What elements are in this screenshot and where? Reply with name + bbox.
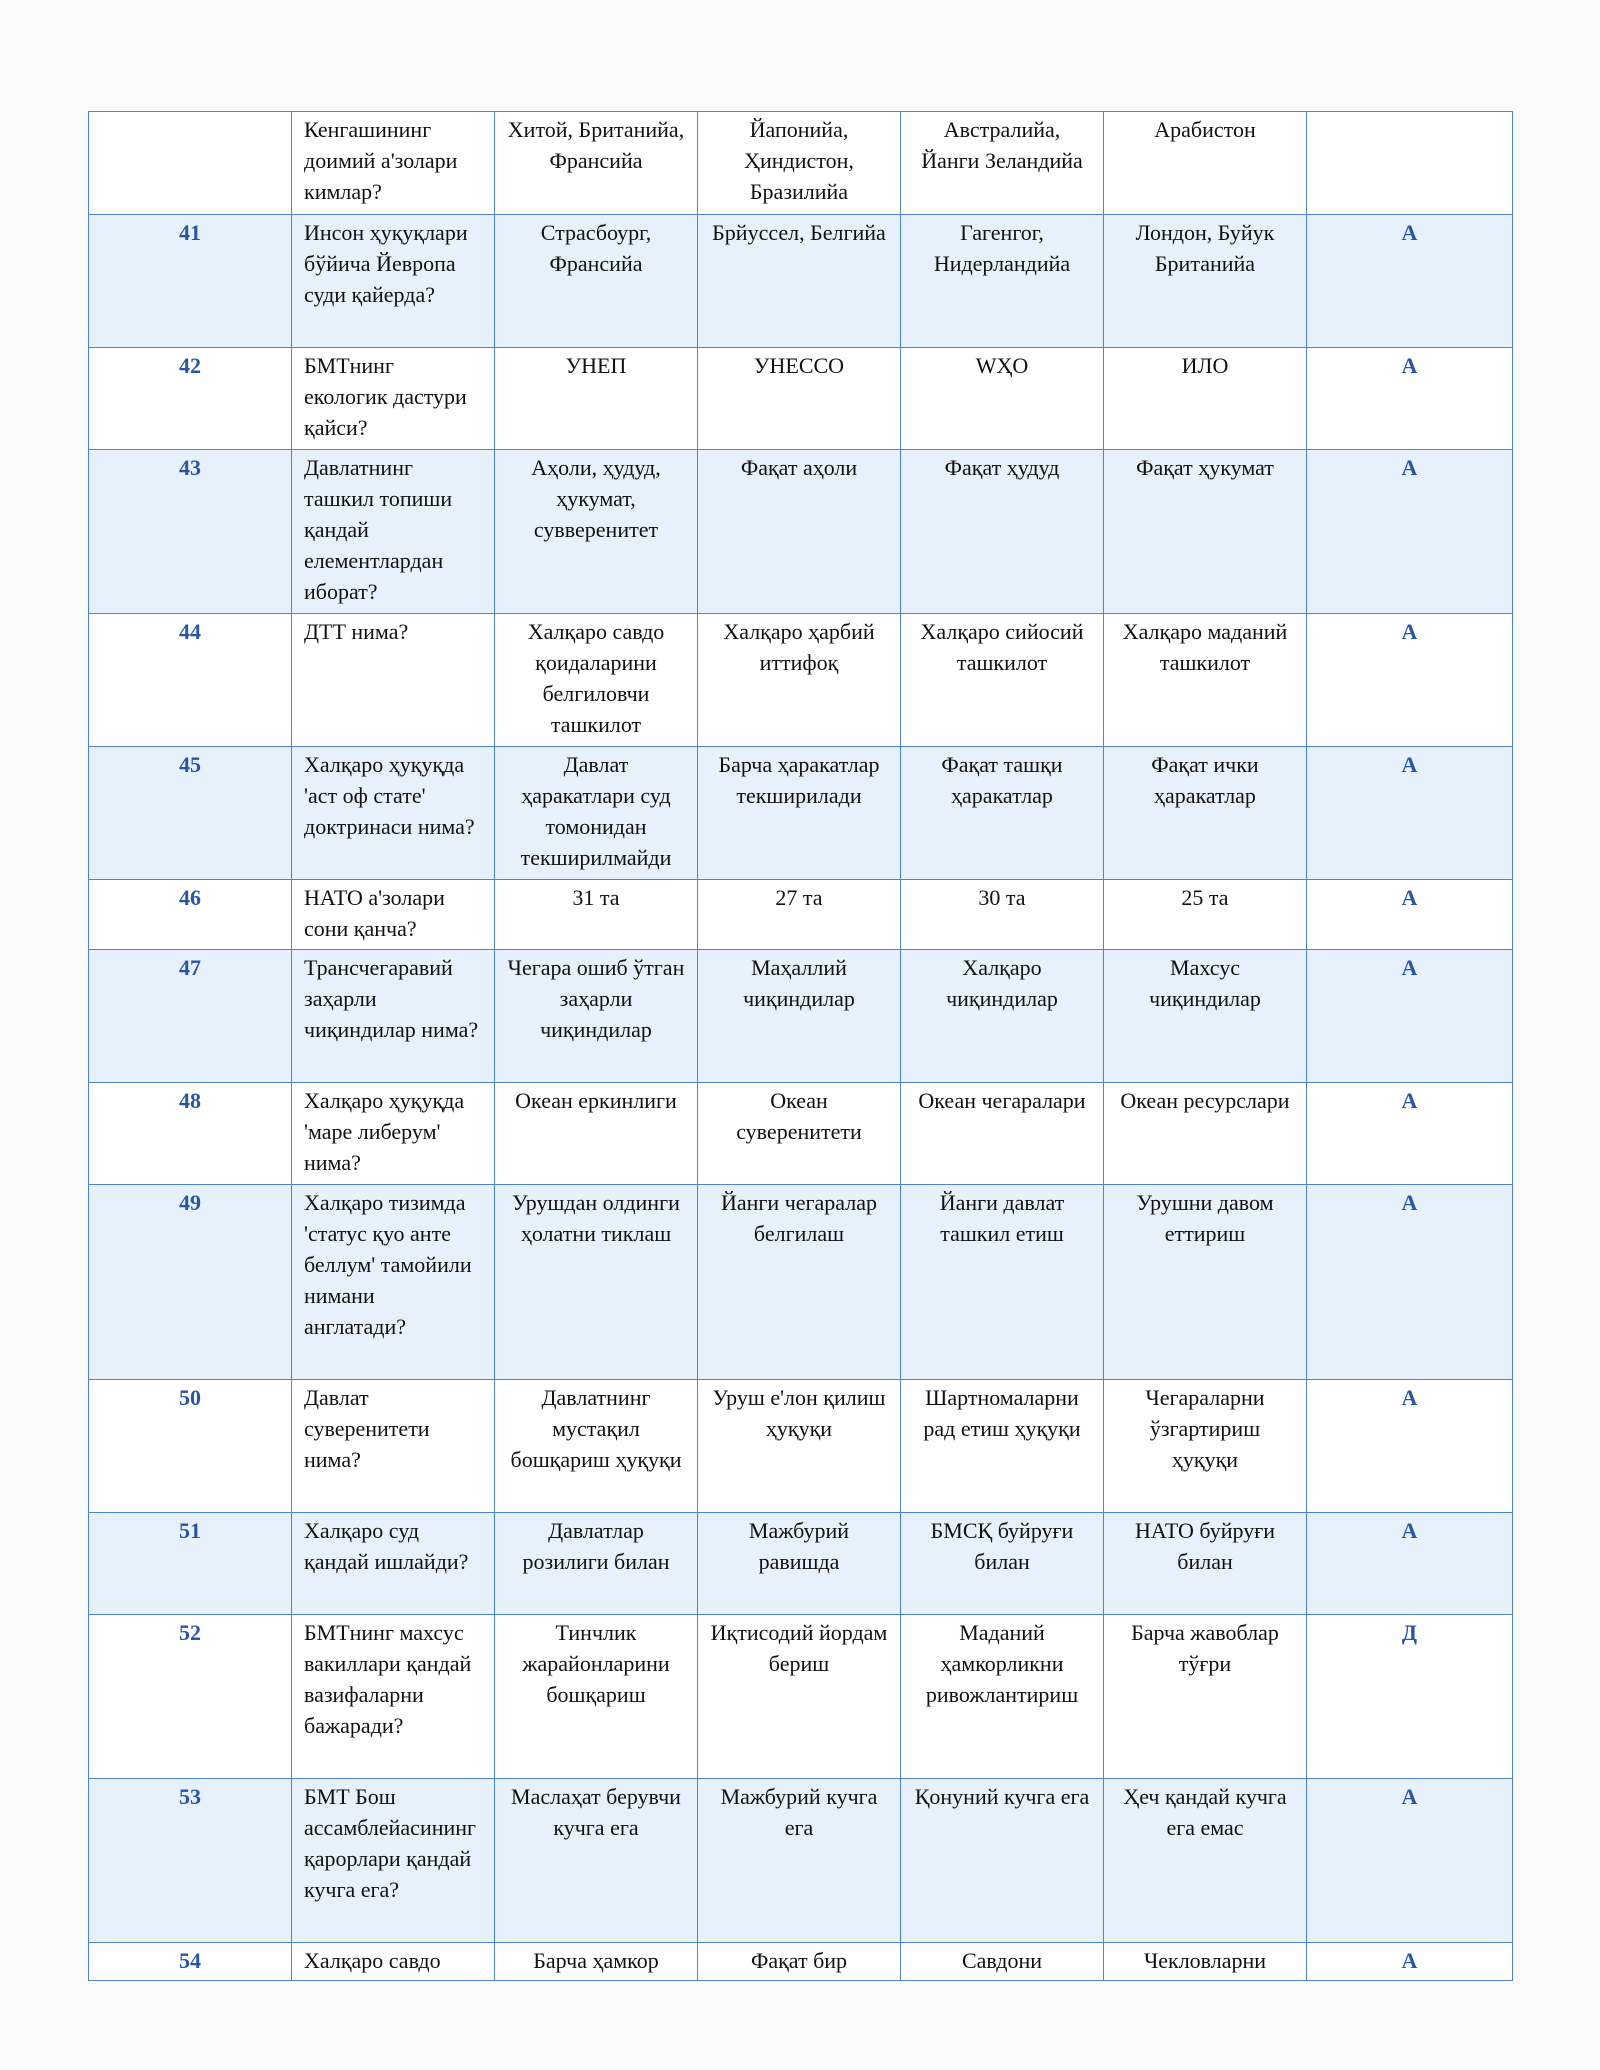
table-row xyxy=(89,112,1513,215)
question-text: Трансчегаравий заҳарли чиқиндилар нима? xyxy=(292,950,495,1083)
option-c: Шартномаларни рад етиш ҳуқуқи xyxy=(901,1380,1104,1513)
option-c: БМСҚ буйруғи билан xyxy=(901,1513,1104,1615)
question-number: 48 xyxy=(89,1083,292,1185)
option-c: 30 та xyxy=(901,880,1104,950)
option-d: Чегараларни ўзгартириш ҳуқуқи xyxy=(1104,1380,1307,1513)
option-c: Маданий ҳамкорликни ривожлантириш xyxy=(901,1615,1104,1779)
option-b: Йанги чегаралар белгилаш xyxy=(698,1185,901,1380)
table-row xyxy=(89,1083,1513,1185)
correct-answer: А xyxy=(1307,1779,1513,1943)
option-c: Савдони xyxy=(901,1943,1104,1981)
correct-answer: А xyxy=(1307,1513,1513,1615)
question-number: 46 xyxy=(89,880,292,950)
option-a: Маслаҳат берувчи кучга ега xyxy=(495,1779,698,1943)
question-text: Давлат суверенитети нима? xyxy=(292,1380,495,1513)
option-b: Барча ҳаракатлар текширилади xyxy=(698,747,901,880)
option-a: Халқаро савдо қоидаларини белгиловчи ташкилот xyxy=(495,614,698,747)
question-number: 54 xyxy=(89,1943,292,1981)
option-a: Барча ҳамкор xyxy=(495,1943,698,1981)
option-d: ИЛО xyxy=(1104,348,1307,450)
question-text: Халқаро суд қандай ишлайди? xyxy=(292,1513,495,1615)
option-c: Фақат ташқи ҳаракатлар xyxy=(901,747,1104,880)
question-number: 53 xyxy=(89,1779,292,1943)
table-row xyxy=(89,1615,1513,1779)
option-c: Йанги давлат ташкил етиш xyxy=(901,1185,1104,1380)
option-b: Океан суверенитети xyxy=(698,1083,901,1185)
option-a: Давлатлар розилиги билан xyxy=(495,1513,698,1615)
question-text: БМТнинг махсус вакиллари қандай вазифаларни бажаради? xyxy=(292,1615,495,1779)
option-c: Гагенгог, Нидерландийа xyxy=(901,215,1104,348)
option-d: Урушни давом еттириш xyxy=(1104,1185,1307,1380)
option-c: Халқаро чиқиндилар xyxy=(901,950,1104,1083)
option-b: Йапонийа, Ҳиндистон, Бразилийа xyxy=(698,112,901,215)
question-number: 50 xyxy=(89,1380,292,1513)
question-number xyxy=(89,112,292,215)
question-text: НАТО а'золари сони қанча? xyxy=(292,880,495,950)
question-number: 51 xyxy=(89,1513,292,1615)
option-b: Фақат аҳоли xyxy=(698,450,901,614)
question-number: 44 xyxy=(89,614,292,747)
option-a: Океан еркинлиги xyxy=(495,1083,698,1185)
table-row xyxy=(89,215,1513,348)
option-b: Мажбурий кучга ега xyxy=(698,1779,901,1943)
option-a: Давлатнинг мустақил бошқариш ҳуқуқи xyxy=(495,1380,698,1513)
option-b: Фақат бир xyxy=(698,1943,901,1981)
question-text: Халқаро ҳуқуқда 'маре либерум' нима? xyxy=(292,1083,495,1185)
correct-answer: А xyxy=(1307,1380,1513,1513)
table-row xyxy=(89,1779,1513,1943)
quiz-table xyxy=(88,111,1513,1981)
option-d: Чекловларни xyxy=(1104,1943,1307,1981)
question-text: БМТнинг екологик дастури қайси? xyxy=(292,348,495,450)
option-b: Брйуссел, Белгийа xyxy=(698,215,901,348)
option-d: Махсус чиқиндилар xyxy=(1104,950,1307,1083)
question-text: Инсон ҳуқуқлари бўйича Йевропа суди қайерда? xyxy=(292,215,495,348)
table-row xyxy=(89,450,1513,614)
option-c: Фақат ҳудуд xyxy=(901,450,1104,614)
correct-answer: А xyxy=(1307,747,1513,880)
correct-answer: А xyxy=(1307,880,1513,950)
option-a: Урушдан олдинги ҳолатни тиклаш xyxy=(495,1185,698,1380)
option-d: Лондон, Буйук Британийа xyxy=(1104,215,1307,348)
option-d: Фақат ҳукумат xyxy=(1104,450,1307,614)
question-number: 52 xyxy=(89,1615,292,1779)
table-row xyxy=(89,1185,1513,1380)
option-b: Уруш е'лон қилиш ҳуқуқи xyxy=(698,1380,901,1513)
correct-answer xyxy=(1307,112,1513,215)
question-text: Халқаро тизимда 'статус қуо анте беллум' тамойили нимани англатади? xyxy=(292,1185,495,1380)
option-b: УНЕССО xyxy=(698,348,901,450)
question-text: Давлатнинг ташкил топиши қандай елементлардан иборат? xyxy=(292,450,495,614)
question-number: 49 xyxy=(89,1185,292,1380)
question-number: 45 xyxy=(89,747,292,880)
option-a: 31 та xyxy=(495,880,698,950)
correct-answer: А xyxy=(1307,614,1513,747)
option-d: Халқаро маданий ташкилот xyxy=(1104,614,1307,747)
table-row xyxy=(89,950,1513,1083)
question-text: Халқаро ҳуқуқда 'аст оф стате' доктринаси нима? xyxy=(292,747,495,880)
option-c: Австралийа, Йанги Зеландийа xyxy=(901,112,1104,215)
table-row xyxy=(89,747,1513,880)
option-c: Қонуний кучга ега xyxy=(901,1779,1104,1943)
correct-answer: А xyxy=(1307,1943,1513,1981)
correct-answer: А xyxy=(1307,1083,1513,1185)
option-b: Халқаро ҳарбий иттифоқ xyxy=(698,614,901,747)
option-d: Арабистон xyxy=(1104,112,1307,215)
option-b: Мажбурий равишда xyxy=(698,1513,901,1615)
option-d: Фақат ички ҳаракатлар xyxy=(1104,747,1307,880)
option-d: НАТО буйруғи билан xyxy=(1104,1513,1307,1615)
correct-answer: А xyxy=(1307,950,1513,1083)
option-d: Ҳеч қандай кучга ега емас xyxy=(1104,1779,1307,1943)
question-number: 47 xyxy=(89,950,292,1083)
table-row xyxy=(89,1380,1513,1513)
option-b: Иқтисодий йордам бериш xyxy=(698,1615,901,1779)
option-d: Океан ресурслари xyxy=(1104,1083,1307,1185)
table-row xyxy=(89,880,1513,950)
option-b: 27 та xyxy=(698,880,901,950)
option-a: Чегара ошиб ўтган заҳарли чиқиндилар xyxy=(495,950,698,1083)
correct-answer: А xyxy=(1307,1185,1513,1380)
question-text: БМТ Бош ассамблейасининг қарорлари қандай кучга ега? xyxy=(292,1779,495,1943)
option-b: Маҳаллий чиқиндилар xyxy=(698,950,901,1083)
option-a: Хитой, Британийа, Франсийа xyxy=(495,112,698,215)
table-row xyxy=(89,614,1513,747)
correct-answer: А xyxy=(1307,348,1513,450)
option-c: Халқаро сийосий ташкилот xyxy=(901,614,1104,747)
option-d: Барча жавоблар тўғри xyxy=(1104,1615,1307,1779)
question-number: 43 xyxy=(89,450,292,614)
correct-answer: Д xyxy=(1307,1615,1513,1779)
question-number: 41 xyxy=(89,215,292,348)
question-text: Халқаро савдо xyxy=(292,1943,495,1981)
table-row xyxy=(89,348,1513,450)
option-a: Аҳоли, ҳудуд, ҳукумат, сувверенитет xyxy=(495,450,698,614)
option-a: Давлат ҳаракатлари суд томонидан текширилмайди xyxy=(495,747,698,880)
option-d: 25 та xyxy=(1104,880,1307,950)
table-row xyxy=(89,1513,1513,1615)
table-row xyxy=(89,1943,1513,1981)
option-c: WҲО xyxy=(901,348,1104,450)
quiz-table-body xyxy=(89,112,1513,1981)
question-number: 42 xyxy=(89,348,292,450)
option-c: Океан чегаралари xyxy=(901,1083,1104,1185)
option-a: УНЕП xyxy=(495,348,698,450)
correct-answer: А xyxy=(1307,215,1513,348)
option-a: Тинчлик жарайонларини бошқариш xyxy=(495,1615,698,1779)
option-a: Страсбоург, Франсийа xyxy=(495,215,698,348)
question-text: Кенгашининг доимий а'золари кимлар? xyxy=(292,112,495,215)
question-text: ДТТ нима? xyxy=(292,614,495,747)
correct-answer: А xyxy=(1307,450,1513,614)
